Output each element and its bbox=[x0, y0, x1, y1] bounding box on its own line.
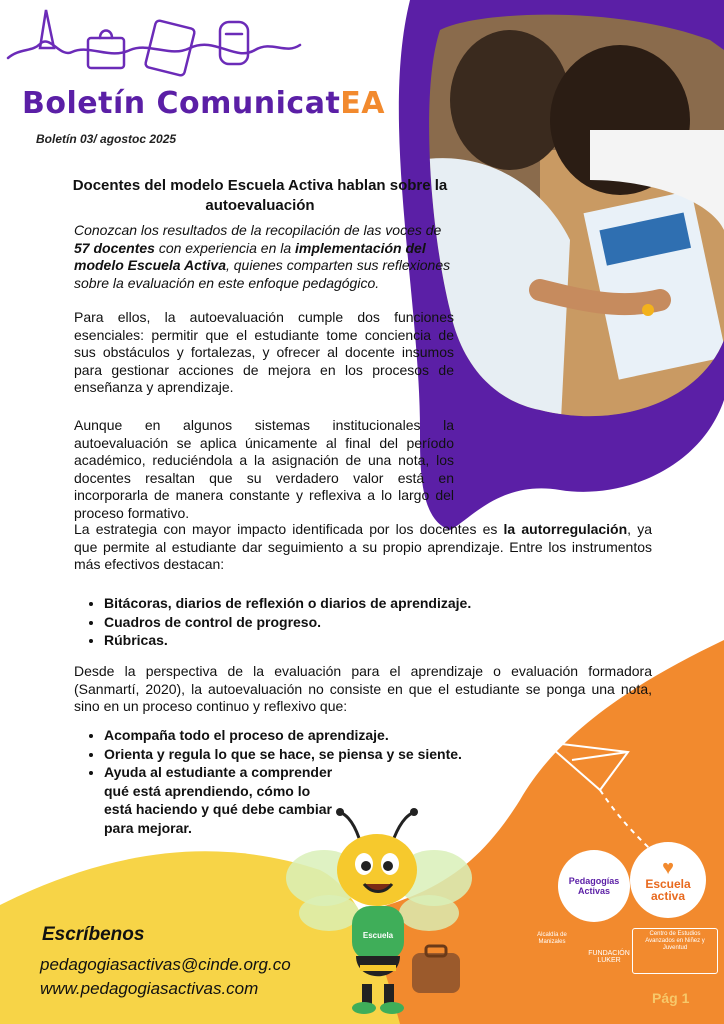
website-link[interactable]: www.pedagogiasactivas.com bbox=[40, 979, 259, 998]
intro-paragraph: Conozcan los resultados de la recopilación de las voces de 57 docentes con experiencia en la implementación del modelo Escuela Activa, quienes comparten sus reflexiones sobre la evaluación en este enfoque pedagógico. bbox=[74, 222, 451, 291]
school-doodle-icon bbox=[8, 10, 300, 76]
paragraph-functions: Para ellos, la autoevaluación cumple dos funciones esenciales: permitir que el estudiante tome conciencia de sus obstáculos y fortalezas, y ofrecer al docente insumos para gestionar acciones de mejora en los procesos de enseñanza y aprendizaje. bbox=[74, 309, 454, 395]
pedagogias-activas-logo: Pedagogías Activas bbox=[558, 850, 630, 922]
list-item: • Orienta y regula lo que se hace, se piensa y se siente. bbox=[104, 745, 524, 764]
list-item: • Rúbricas. bbox=[104, 631, 524, 650]
newsletter-title: Boletín ComunicatEA bbox=[22, 86, 386, 121]
heart-icon: ♥ bbox=[662, 857, 674, 879]
students-photo bbox=[420, 10, 724, 440]
page-number: Pág 1 bbox=[652, 990, 690, 1006]
alcaldia-logo: Alcaldía de Manizales bbox=[537, 932, 567, 945]
luker-logo: FUNDACIÓN LUKER bbox=[588, 950, 630, 964]
paragraph-institutional: Aunque en algunos sistemas institucionales la autoevaluación se aplica únicamente al final del período académico, reduciéndola a la asignación de una nota, los docentes resaltan que su verdadero valor está en incorporarla de manera constante y reflexiva a lo largo del proceso formativo. bbox=[74, 417, 454, 521]
paragraph-perspective: Desde la perspectiva de la evaluación para el aprendizaje o evaluación formadora (Sanmartí, 2020), la autoevaluación no consiste en que el estudiante se ponga una nota, sino en un proceso continuo y reflexivo que: bbox=[74, 663, 652, 714]
write-us-heading: Escríbenos bbox=[42, 924, 145, 945]
article-headline: Docentes del modelo Escuela Activa hablan sobre la autoevaluación bbox=[72, 177, 448, 214]
issue-number: Boletín 03/ agostoc 2025 bbox=[36, 132, 177, 146]
list-item: • Acompaña todo el proceso de aprendizaje. bbox=[104, 726, 524, 745]
instruments-list bbox=[82, 594, 524, 650]
bee-mascot-icon bbox=[284, 808, 474, 1018]
list-item: • Cuadros de control de progreso. bbox=[104, 613, 524, 632]
escuela-activa-logo: ♥ Escuela activa bbox=[630, 842, 706, 918]
paragraph-strategy: La estrategia con mayor impacto identificada por los docentes es la autorregulación, ya que permite al estudiante dar seguimiento a su propio aprendizaje. Entre los instrumentos más efectivos destacan: bbox=[74, 521, 652, 572]
svg-text:Escuela: Escuela bbox=[362, 931, 394, 940]
cinde-logo: Centro de Estudios Avanzados en Niñez y Juventud bbox=[632, 928, 718, 974]
list-item: • Ayuda al estudiante a comprender qué está aprendiendo, cómo lo está haciendo y qué debe cambiar para mejorar. bbox=[104, 763, 334, 837]
contact-email[interactable]: pedagogiasactivas@cinde.org.co bbox=[40, 955, 291, 974]
list-item: • Bitácoras, diarios de reflexión o diarios de aprendizaje. bbox=[104, 594, 524, 613]
